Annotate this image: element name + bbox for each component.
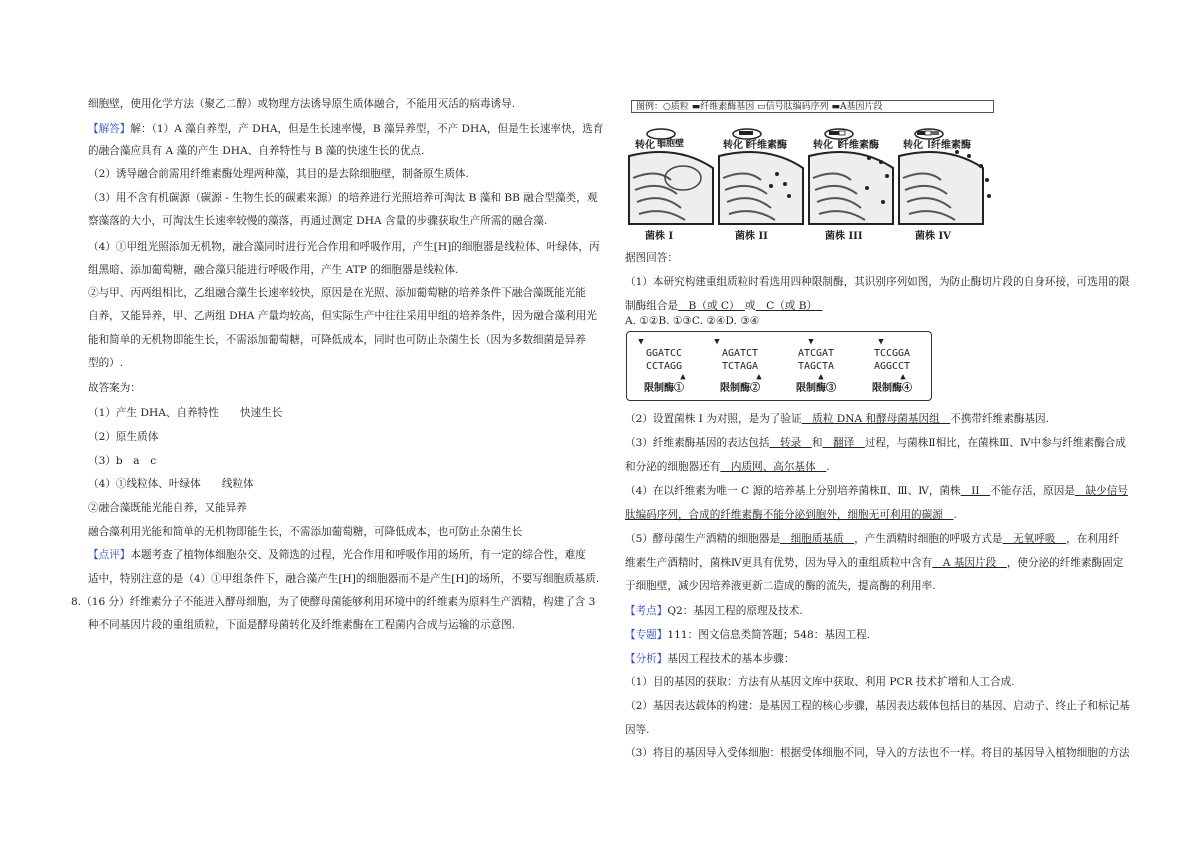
cut-arrow: ▼ [808, 337, 814, 347]
text-span: 111：图文信息类简答题；548：基因工程. [667, 629, 871, 641]
text-span: . [953, 509, 957, 521]
strain-2-diagram [717, 128, 805, 242]
text-line [625, 298, 822, 314]
strain-label: 菌株 IV [915, 231, 951, 242]
text-line: 细胞壁，使用化学方法（聚乙二醇）或物理方法诱导原生质体融合，不能用灭活的病毒诱导. [88, 98, 516, 110]
cut-arrow: ▲ [680, 372, 686, 382]
convert-label: 转化 [723, 140, 743, 151]
restriction-enzyme-figure [626, 331, 932, 401]
cut-arrow: ▼ [714, 337, 720, 347]
text-line [625, 411, 1049, 427]
text-span: 维素生产酒精时，菌株Ⅳ更具有优势，因为导入的重组质粒中含有 [625, 557, 933, 569]
enzyme-label: 限制酶① [644, 383, 684, 394]
text-span: 或 [744, 300, 756, 312]
cellulase-label: 纤维素酶 [931, 140, 971, 151]
convert-label: 转化 [635, 140, 655, 151]
cellulase-label: 纤维素酶 [747, 140, 787, 151]
cut-arrow: ▼ [878, 337, 884, 347]
text-line [625, 627, 870, 643]
answer-blank: 内质网、高尔基体 [720, 461, 827, 473]
text-line: （3）用不含有机碳源（碳源 - 生物生长的碳素来源）的培养进行光照培养可淘汰 B 藻和 BB 融合型藻类，观 [88, 192, 598, 204]
strain-3-diagram [807, 128, 895, 242]
text-span: 不携带纤维素酶基因. [950, 413, 1049, 425]
answer-blank: 翻译 [822, 437, 865, 449]
question-8-line: 8.（16 分）纤维素分子不能进入酵母细胞，为了使酵母菌能够利用环境中的纤维素为原料生产酒精，构建了含 3 [71, 596, 596, 608]
text-span: ，使分泌的纤维素酶固定 [1006, 557, 1124, 569]
text-span: （2）设置菌株 I 为对照，是为了验证 [625, 413, 802, 425]
cut-arrow: ▲ [818, 372, 824, 382]
text-line: 的融合藻应具有 A 藻的产生 DHA、自养特性与 B 藻的快速生长的优点. [88, 145, 425, 157]
answer-blank: 细胞质基质 [780, 533, 855, 545]
text-line: 自养，又能异养，甲、乙两组 DHA 产量均较高，但实际生产中往往采用甲组的培养条件，因为融合藻利用光 [88, 310, 597, 322]
text-line: 据图回答： [625, 252, 678, 264]
strain-4-diagram [897, 128, 985, 242]
answer-blank: C（或 B） [755, 300, 823, 312]
text-line [625, 531, 1119, 547]
text-line [625, 507, 957, 523]
text-span: （4）在以纤维素为唯一 C 源的培养基上分别培养菌株Ⅱ、Ⅲ、Ⅳ，菌株 [625, 485, 961, 497]
section-tag-dianping: 【点评】 [88, 549, 131, 561]
text-span: 本题考查了植物体细胞杂交、及筛选的过程，光合作用和呼吸作用的场所，有一定的综合性，难度 [130, 549, 586, 561]
text-line: 因等. [625, 724, 650, 736]
text-span: （3）纤维素酶基因的表达包括 [625, 437, 770, 449]
text-line: 于细胞壁，减少因培养液更新二造成的酶的流失，提高酶的利用率. [625, 580, 936, 592]
enzyme-label: 限制酶④ [872, 383, 912, 394]
section-tag-fenxi: 【分析】 [625, 653, 668, 665]
enzyme-label: 限制酶③ [796, 383, 836, 394]
text-span: ，产生酒精时细胞的呼吸方式是 [854, 533, 1003, 545]
text-line: 察藻落的大小，可淘汰生长速率较慢的藻落，再通过测定 DHA 含量的步骤获取生产所需的融合藻. [88, 215, 548, 227]
text-line [625, 435, 1126, 451]
strain-label: 菌株 II [735, 231, 768, 242]
text-span: 和分泌的细胞器还有 [625, 461, 721, 473]
cut-arrow: ▼ [638, 337, 644, 347]
text-line: 适中，特别注意的是（4）①甲组条件下，融合藻产生[H]的细胞器而不是产生[H]的场所，不要写细胞质基质. [88, 573, 600, 585]
answer-blank: 肽编码序列，合成的纤维素酶不能分泌到胞外，细胞无可利用的碳源 [625, 509, 954, 521]
answer-line: （2）原生质体 [88, 431, 159, 443]
text-line: 能和简单的无机物即能生长，不需添加葡萄糖，可降低成本，同时也可防止杂菌生长（因为多数细菌是异养 [88, 334, 586, 346]
answer-blank: B（或 C） [677, 300, 745, 312]
text-line: 故答案为： [88, 382, 141, 394]
text-span: . [826, 461, 830, 473]
enzyme-seq-top: ATCGAT [797, 348, 835, 359]
text-span: 解：（1）A 藻自养型，产 DHA，但是生长速率慢，B 藻异养型，不产 DHA，但是生长速率快，选育 [130, 123, 604, 135]
text-span: 制酶组合是 [625, 300, 678, 312]
convert-label: 转化 [813, 140, 833, 151]
enzyme-seq-top: GGATCC [645, 348, 683, 359]
answer-blank: A 基因片段 [932, 557, 1007, 569]
enzyme-seq-top: AGATCT [721, 348, 759, 359]
cut-arrow: ▲ [756, 372, 762, 382]
text-line: （1）本研究构建重组质粒时看选用四种限制酶，其识别序列如图，为防止酶切片段的自身环接，可选用的限 [625, 276, 1130, 288]
cut-arrow: ▲ [900, 372, 906, 382]
text-span: （5）酵母菌生产酒精的细胞器是 [625, 533, 781, 545]
answer-blank: 无氧呼吸 [1002, 533, 1067, 545]
text-span: 和 [811, 437, 823, 449]
text-line [88, 121, 603, 137]
strain-label: 菌株 I [645, 231, 674, 242]
text-line: （4）①甲组光照添加无机物，融合藻同时进行光合作用和呼吸作用，产生[H]的细胞器是线粒体、叶绿体，丙 [88, 241, 600, 253]
cellwall-label: 细胞壁 [657, 139, 685, 149]
answer-line: （3）b a c [88, 455, 157, 467]
answer-blank: 缺少信号 [1074, 485, 1128, 497]
answer-blank: 质粒 DNA 和酵母菌基因组 [801, 413, 951, 425]
enzyme-4 [857, 338, 927, 395]
cellulase-label: 纤维素酶 [839, 140, 879, 151]
answer-line: （1）产生 DHA、自养特性 快速生长 [88, 407, 283, 419]
answer-blank: 转录 [769, 437, 812, 449]
text-line: 型的）. [88, 357, 124, 369]
section-tag-jieda: 【解答】 [88, 123, 131, 135]
section-tag-zhuanti: 【专题】 [625, 629, 668, 641]
text-line: （1）目的基因的获取：方法有从基因文库中获取、利用 PCR 技术扩增和人工合成. [625, 676, 1015, 688]
text-line: 组黑暗、添加葡萄糖，融合藻只能进行呼吸作用，产生 ATP 的细胞器是线粒体. [88, 264, 459, 276]
enzyme-label: 限制酶② [720, 383, 760, 394]
text-span: 过程，与菌株Ⅱ相比，在菌株Ⅲ、Ⅳ中参与纤维素酶合成 [864, 437, 1126, 449]
text-line [88, 547, 586, 563]
text-line: ②与甲、丙两组相比，乙组融合藻生长速率较快，原因是在光照、添加葡萄糖的培养条件下融合藻既能光能 [88, 287, 586, 299]
figure-legend: 图例：○质粒 ▬纤维素酶基因 ▭信号肽编码序列 ▬A基因片段 [631, 100, 994, 113]
text-line: （3）将目的基因导入受体细胞：根据受体细胞不同，导入的方法也不一样。将目的基因导入植物细胞的方法 [625, 747, 1130, 759]
enzyme-2 [705, 338, 775, 395]
answer-line: 融合藻利用光能和简单的无机物即能生长，不需添加葡萄糖，可降低成本，也可防止杂菌生长 [88, 526, 523, 538]
text-span: ，在利用纤 [1066, 533, 1120, 545]
answer-line: （4）①线粒体、叶绿体 线粒体 [88, 478, 254, 490]
strain-label: 菌株 III [825, 231, 863, 242]
enzyme-seq-bottom: TCTAGA [721, 361, 759, 372]
text-line [625, 603, 803, 619]
text-span: 基因工程技术的基本步骤： [667, 653, 795, 665]
convert-label: 转化 [903, 140, 923, 151]
text-line [625, 459, 830, 475]
text-span: 不能存活，原因是 [990, 485, 1075, 497]
answer-blank: II [960, 485, 991, 497]
section-tag-kaodian: 【考点】 [625, 605, 668, 617]
text-line [625, 651, 795, 667]
text-line: （2）基因表达载体的构建：是基因工程的核心步骤，基因表达载体包括目的基因、启动子、终止子和标记基 [625, 700, 1130, 712]
strain-1-diagram [627, 128, 715, 242]
enzyme-seq-top: TCCGGA [873, 348, 911, 359]
enzyme-seq-bottom: CCTAGG [645, 361, 683, 372]
choices-line: A. ①②B. ①③C. ②④D. ③④ [625, 315, 760, 327]
text-span: Q2：基因工程的原理及技术. [667, 605, 803, 617]
enzyme-seq-bottom: AGGCCT [873, 361, 911, 372]
text-line: 种不同基因片段的重组质粒，下面是酵母菌转化及纤维素酶在工程菌内合成与运输的示意图. [88, 619, 516, 631]
text-line [625, 555, 1123, 571]
enzyme-seq-bottom: TAGCTA [797, 361, 835, 372]
answer-line: ②融合藻既能光能自养，又能异养 [88, 502, 247, 514]
text-line: （2）诱导融合前需用纤维素酶处理两种藻，其目的是去除细胞壁，制备原生质体. [88, 168, 469, 180]
text-line [625, 483, 1128, 499]
